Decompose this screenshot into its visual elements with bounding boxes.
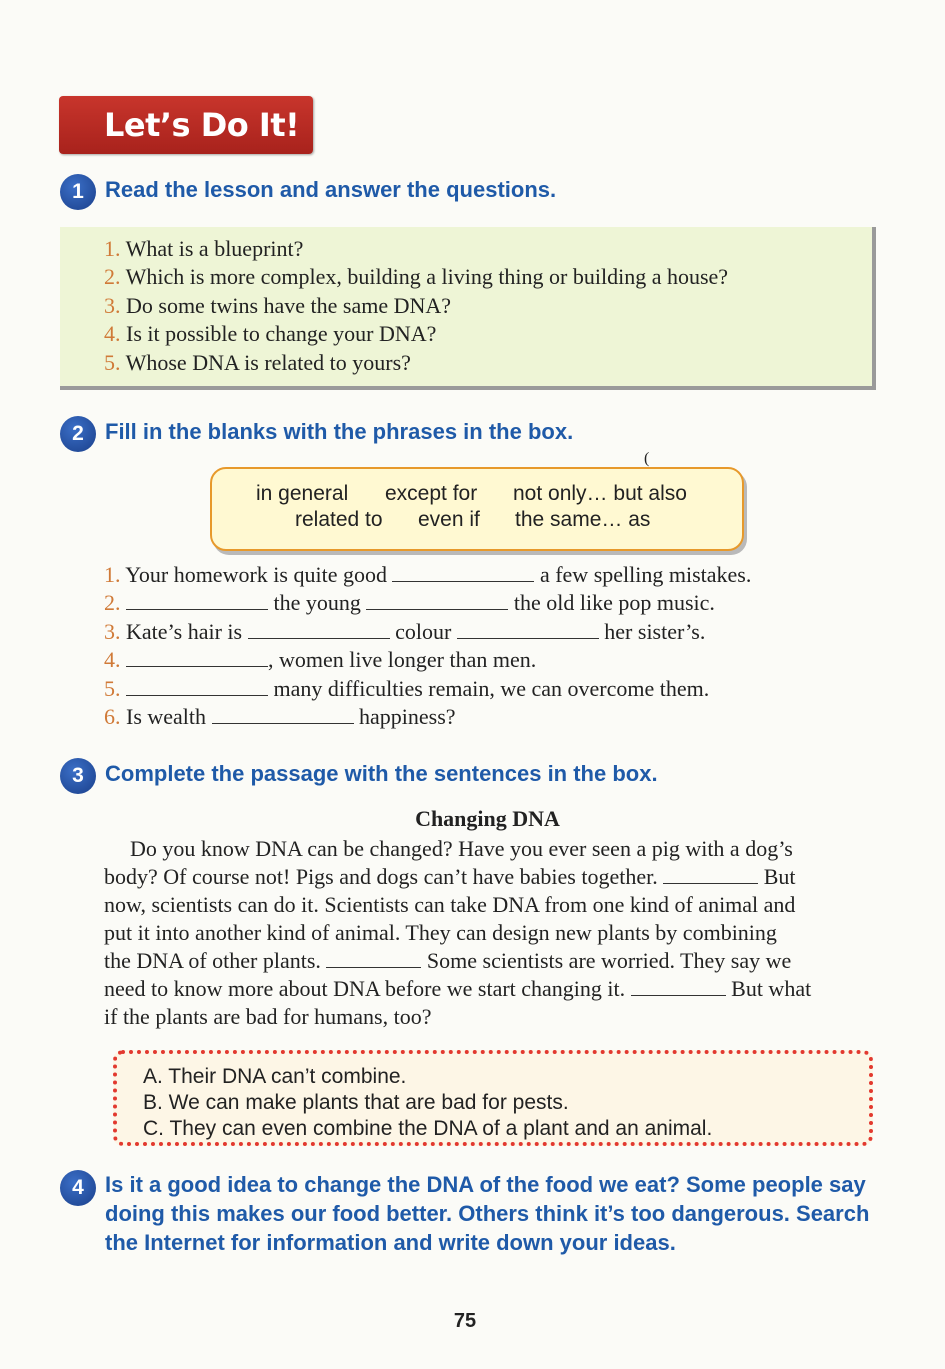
- sentence-option: C. They can even combine the DNA of a plant and an animal.: [143, 1117, 713, 1140]
- passage-line: Do you know DNA can be changed? Have you ever seen a pig with a dog’s: [130, 836, 793, 861]
- list-item: [104, 618, 751, 646]
- phrase: not only… but also: [513, 482, 687, 505]
- sentence-option: B. We can make plants that are bad for pests.: [143, 1091, 569, 1114]
- passage-line: [104, 863, 874, 891]
- item-number: 2.: [104, 264, 121, 290]
- phrase: related to: [295, 508, 383, 531]
- list-item: [104, 675, 751, 703]
- section-1-number-badge: 1: [60, 174, 96, 210]
- item-number: 6.: [104, 704, 121, 730]
- section-2-heading: [60, 419, 573, 452]
- phrase: even if: [418, 508, 480, 531]
- item-number: 3.: [104, 292, 121, 318]
- sentence-part: the young: [273, 590, 361, 616]
- passage-text: the DNA of other plants.: [104, 948, 321, 973]
- section-3-heading: [60, 761, 658, 794]
- sentence-part: her sister’s.: [604, 618, 706, 644]
- item-number: 1.: [104, 236, 121, 261]
- list-item: [104, 292, 728, 320]
- question-text: Is it possible to change your DNA?: [126, 321, 437, 347]
- question-text: Whose DNA is related to yours?: [125, 349, 411, 375]
- question-text: Which is more complex, building a living thing or building a house?: [125, 264, 729, 290]
- phrase: except for: [385, 482, 478, 505]
- item-number: 4.: [104, 321, 121, 347]
- sentence-option: A. Their DNA can’t combine.: [143, 1065, 407, 1088]
- questions-list: [104, 235, 728, 377]
- sentence-part: many difficulties remain, we can overcome them.: [273, 675, 710, 701]
- list-item: [104, 589, 751, 617]
- answer-blank[interactable]: [326, 949, 421, 968]
- pen-mark: (: [644, 450, 650, 467]
- page-number: 75: [453, 1310, 477, 1332]
- sentence-part: Kate’s hair is: [126, 618, 243, 644]
- item-number: 3.: [104, 618, 121, 644]
- section-4-text: Is it a good idea to change the DNA of the food we eat? Some people say doing this makes our food better. Others think it’s too dangerous. Search the Internet for information and write down your ideas.: [105, 1172, 870, 1255]
- sentence-part: the old like pop music.: [513, 590, 715, 616]
- passage-line: if the plants are bad for humans, too?: [104, 1004, 432, 1029]
- answer-blank[interactable]: [126, 677, 268, 696]
- passage-line: [104, 947, 874, 975]
- sentence-box: [113, 1050, 873, 1146]
- list-item: [104, 561, 751, 589]
- section-2-heading-text: Fill in the blanks with the phrases in the box.: [105, 419, 574, 444]
- passage-text: body? Of course not! Pigs and dogs can’t have babies together.: [104, 864, 658, 889]
- question-text: Do some twins have the same DNA?: [126, 292, 452, 318]
- passage-line: put it into another kind of animal. They can design new plants by combining: [104, 920, 777, 945]
- section-2-number-badge: 2: [60, 416, 96, 452]
- list-item: [104, 703, 751, 731]
- answer-blank[interactable]: [631, 977, 726, 996]
- passage-text: But what: [731, 976, 812, 1001]
- section-4-number-badge: 4: [60, 1170, 96, 1206]
- section-1-heading-text: Read the lesson and answer the questions.: [105, 177, 557, 202]
- passage-text: But: [763, 864, 796, 889]
- answer-blank[interactable]: [457, 620, 599, 639]
- passage-text: Some scientists are worried. They say we: [426, 948, 792, 973]
- list-item: [104, 235, 728, 263]
- sentence-part: , women live longer than men.: [268, 647, 537, 673]
- answer-blank[interactable]: [392, 563, 534, 582]
- list-item: [104, 263, 728, 291]
- item-number: 5.: [104, 675, 121, 701]
- section-3-number-badge: 3: [60, 758, 96, 794]
- passage-line: [104, 975, 874, 1003]
- item-number: 4.: [104, 647, 121, 673]
- list-item: [104, 646, 751, 674]
- sentence-part: Is wealth: [126, 704, 207, 730]
- answer-blank[interactable]: [212, 705, 354, 724]
- sentence-part: a few spelling mistakes.: [539, 562, 752, 587]
- answer-blank[interactable]: [663, 865, 758, 884]
- item-number: 1.: [104, 562, 121, 587]
- lets-do-it-banner: Let’s Do It!: [59, 96, 313, 154]
- section-3-heading-text: Complete the passage with the sentences in the box.: [105, 761, 658, 786]
- sentence-part: colour: [395, 618, 452, 644]
- section-1-heading: [60, 177, 556, 210]
- passage: [104, 835, 874, 1031]
- phrase-box: [210, 467, 744, 551]
- passage-text: need to know more about DNA before we start changing it.: [104, 976, 626, 1001]
- list-item: [104, 320, 728, 348]
- question-text: What is a blueprint?: [125, 236, 304, 261]
- item-number: 2.: [104, 590, 121, 616]
- sentence-part: Your homework is quite good: [125, 562, 387, 587]
- passage-title: Changing DNA: [415, 806, 560, 831]
- fill-blank-list: [104, 561, 751, 731]
- sentence-part: happiness?: [359, 704, 456, 730]
- section-4-task: [60, 1170, 890, 1257]
- item-number: 5.: [104, 349, 121, 375]
- answer-blank[interactable]: [126, 591, 268, 610]
- answer-blank[interactable]: [126, 648, 268, 667]
- answer-blank[interactable]: [366, 591, 508, 610]
- answer-blank[interactable]: [248, 620, 390, 639]
- phrase: in general: [256, 482, 349, 505]
- passage-line: now, scientists can do it. Scientists can take DNA from one kind of animal and: [104, 892, 796, 917]
- phrase: the same… as: [515, 508, 651, 531]
- list-item: [104, 349, 728, 377]
